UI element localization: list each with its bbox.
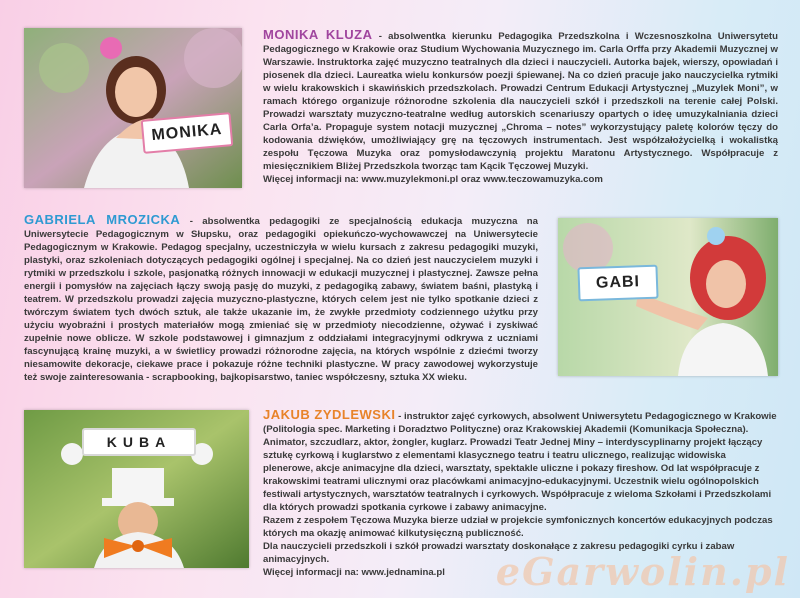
jakub-bio-paragraph-2: Razem z zespołem Tęczowa Muzyka bierze udział w projekcie symfonicznych koncertów edukacyjnych podczas których ma okazję animować kilkutysięczną publiczność. <box>263 515 773 539</box>
jakub-more-info: Więcej informacji na: www.jednamina.pl <box>263 567 445 578</box>
jakub-bio <box>263 408 778 514</box>
monika-more-info: Więcej informacji na: www.muzylekmoni.pl oraz www.teczowamuzyka.com <box>263 174 603 185</box>
gabriela-bio-text: - absolwentka pedagogiki ze specjalnością edukacja muzyczna na Uniwersytecie Pedagogicznym w Słupsku, oraz pedagogiki opiekuńczo-wychowawczej na Uniwersytecie Pedagogicznym w Krakowie. Pedagog specjalny, uczestniczyła w wielu kursach z zakresu pedagogiki muzyki, plastyki, oraz szkoleniach dotyczących pedagogiki ogólnej i specjalnej. Na co dzień jest nauczycielem muzyki i rytmiki w przedszkolu i szkole, pasjonatką różnych innowacji w edukacji muzycznej i plastycznej. Zawsze pełna energii i pomysłów na zajęciach łączy swoją pasję do muzyki, z pedagogiką zabawy, światem baśni, plastyką i teatrem. W przedszkolu prowadzi zajęcia muzyczno-plastyczne, których celem jest nie tylko spotkanie dzieci z twórczym światem tych dwóch sztuk, ale także ukazanie im, że zwykłe przedmioty codziennego użytku przy użyciu wyobraźni i prostych materiałów mogą zmieniać się w przedmioty niecodzienne, ożywać i zyskiwać zupełnie nowe oblicze. W szkole podstawowej i gimnazjum z oddziałami integracyjnymi odkrywa z uczniami fascynującą krainę muzyki, a w świetlicy prowadzi różnorodne zajęcia, na których wspólnie z dziećmi tworzy niesamowite dekoracje, ciekawe prace i pokazuje różne techniki plastyczne. W pracy zawodowej wykorzystuje też swoje zainteresowania - scrapbooking, bajkopisarstwo, taniec współczesny, sztuka XX wieku. <box>24 216 538 383</box>
gabi-name-sign: GABI <box>577 265 658 302</box>
monika-bio <box>263 28 778 173</box>
gabriela-bio-section <box>24 213 538 384</box>
monika-bio-section <box>263 28 778 186</box>
monika-name-sign: MONIKA <box>141 112 234 154</box>
monika-photo-illustration <box>24 28 242 188</box>
kuba-photo <box>24 410 249 568</box>
kuba-name-sign: KUBA <box>82 428 196 456</box>
monika-photo <box>24 28 242 188</box>
site-watermark: eGarwolin.pl <box>495 549 790 594</box>
monika-bio-text: - absolwentka kierunku Pedagogika Przedszkolna i Wczesnoszkolna Uniwersytetu Pedagogicznego w Krakowie oraz Studium Wychowania Muzycznego im. Carla Orffa przy Akademii Muzycznej w Warszawie. Instruktorka zajęć muzyczno teatralnych dla dzieci i nauczycieli. Autorka bajek, wierszy, opowiadań i piosenek dla dzieci. Laureatka wielu konkursów poezji śpiewanej. Na co dzień pracuje jako nauczycielka rytmiki w wielu krakowskich i skawińskich przedszkolach. Prowadzi Centrum Edukacji Artystycznej „Muzylek Moni”, w ramach którego organizuje różnorodne szkolenia dla nauczycieli szkół i przedszkoli na terenie całej Polski. Prowadzi warsztaty muzyczno-teatralne według autorskich scenariuszy opartych o ideę umuzykalniania dzieci Carla Orfa’a. Propaguje system notacji muzycznej „Chroma – notes” wykorzystujący paletę kolorów tęczy do kodowania dźwięków, umożliwiający grę na tęczowych instrumentach. Jest współzałożycielką i wokalistką zespołu Tęczowa Muzyka oraz pomysłodawczynią projektu Maratonu Artystycznego. Współpracuje z miesięcznikiem Bliżej Przedszkola tworząc tam Kącik Tęczowej Muzyki. <box>263 31 778 172</box>
gabriela-name: GABRIELA MROZICKA <box>24 212 181 227</box>
jakub-name: JAKUB ZYDLEWSKI <box>263 407 396 422</box>
jakub-bio-paragraph-3: Dla nauczycieli przedszkoli i szkół prowadzi warsztaty doskonałące z zakresu pedagogiki cyrku i zabaw animacyjnych. <box>263 541 735 565</box>
gabriela-bio <box>24 213 538 384</box>
monika-name: MONIKA KLUZA <box>263 27 373 42</box>
jakub-bio-text: - instruktor zajęć cyrkowych, absolwent Uniwersytetu Pedagogicznego w Krakowie (Politologia spec. Marketing i Doradztwo Polityczne) oraz Krakowskiej Akademii (Komunikacja Społeczna). Animator, szczudlarz, aktor, żongler, kuglarz. Prowadzi Teatr Jednej Miny – interdyscyplinarny projekt łączący sztukę cyrkową i kuglarstwo z elementami klasycznego teatru i teatru ulicznego, realizując widowiska plenerowe, akcje animacyjne dla dzieci, warsztaty, spektakle uliczne i pokazy fireshow. Od lat współpracuje z krakowskimi teatrami ulicznymi oraz placówkami animacyjno-edukacyjnymi. Uczestnik wielu ogólnopolskich festiwali artystycznych, warsztatów teatralnych i cyrkowych. Współpracuje z wieloma Szkołami i Przedszkolami dla których prowadzi spotkania cyrkowe i zabawy animacyjne. <box>263 411 777 513</box>
gabi-photo <box>558 218 778 376</box>
